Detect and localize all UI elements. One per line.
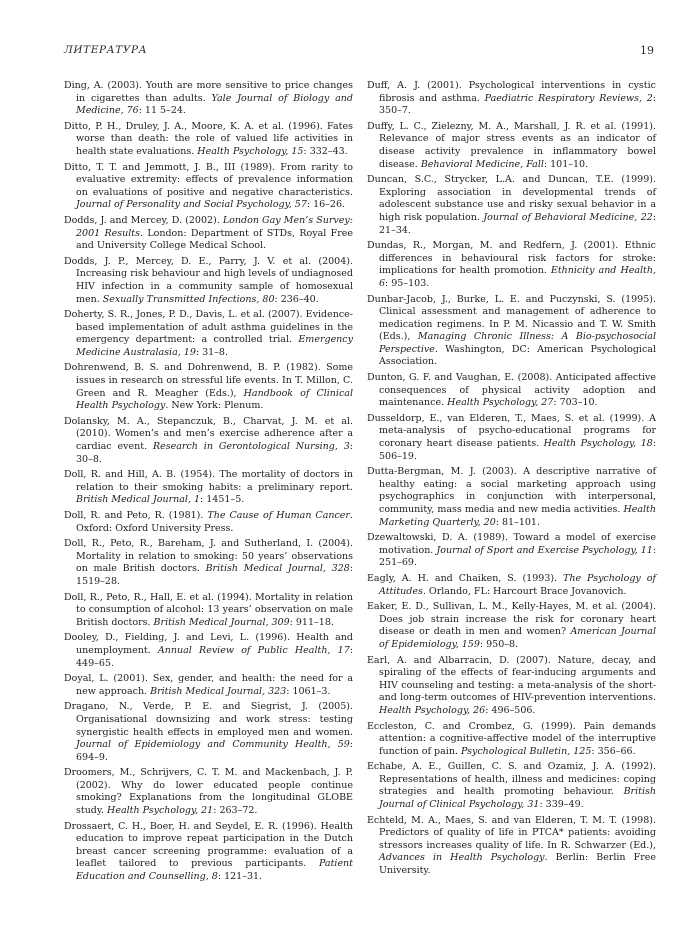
reference-text: . New York: Plenum. <box>165 400 264 412</box>
reference-entry <box>367 815 656 878</box>
reference-entry <box>64 162 353 212</box>
reference-entry <box>64 416 353 466</box>
reference-text: Drossaert, C. H., Boer, H. and Seydel, E. R. (1996). Health education to improve repeat participation in the Dutch breast cancer screening programme: evaluation of a leaflet tailored to previous participants. <box>64 820 353 870</box>
reference-text: Doll, R. and Hill, A. B. (1954). The mortality of doctors in relation to their smoking habits: a preliminary report. <box>64 469 353 493</box>
reference-source: Journal of Epidemiology and Community Health, 59 <box>76 739 350 751</box>
reference-text: Dolansky, M. A., Stepanczuk, B., Charvat, J. M. et al. (2010). Women’s and men’s exercise adherence after a cardiac event. <box>64 415 353 453</box>
reference-text: : 703–10. <box>553 397 598 409</box>
reference-text: : 506–19. <box>379 438 656 462</box>
reference-source: British Medical Journal, 309 <box>153 616 290 628</box>
reference-entry <box>367 573 656 598</box>
reference-text: : 21–34. <box>379 211 656 236</box>
reference-text: Doll, R., Peto, R., Bareham, J. and Sutherland, I. (2004). Mortality in relation to smoking: 50 years’ observations on male British doctors. <box>64 538 353 575</box>
reference-source: Yale Journal of Biology and Medicine, 76 <box>76 92 353 117</box>
reference-source: British Medical Journal, 1 <box>76 494 201 506</box>
reference-entry <box>64 309 353 359</box>
page-number: 19 <box>640 44 654 57</box>
reference-text: Dundas, R., Morgan, M. and Redfern, J. (2001). Ethnic differences in behavioural risk factors for stroke: implications for health promotion. <box>367 240 656 277</box>
reference-text: : 30–8. <box>76 441 353 465</box>
reference-entry <box>367 80 656 118</box>
reference-text: Echabe, A. E., Guillen, C. S. and Ozamiz, J. A. (1992). Representations of health, illness and medicines: coping strategies and health promoting behaviour. <box>367 761 656 798</box>
reference-text: Duff, A. J. (2001). Psychological interventions in cystic fibrosis and asthma. <box>367 80 656 104</box>
reference-entry <box>64 256 353 306</box>
reference-entry <box>367 532 656 570</box>
reference-entry <box>64 632 353 670</box>
reference-entry <box>64 215 353 253</box>
reference-text: : 911–18. <box>289 616 334 628</box>
reference-entry <box>367 121 656 171</box>
reference-source: Health Psychology, 21 <box>107 805 214 817</box>
reference-entry <box>64 538 353 588</box>
reference-source: Managing Chronic Illness: A Bio-psychosocial Perspective <box>379 331 656 355</box>
reference-text: Droomers, M., Schrijvers, C. T. M. and Mackenbach, J. P. (2002). Why do lower educated people continue smoking? Explanations from the longitudinal GLOBE study. <box>64 767 353 817</box>
reference-source: British Journal of Clinical Psychology, 31 <box>379 786 656 811</box>
reference-source: Sexually Transmitted Infections, 80 <box>102 293 275 305</box>
reference-source: The Cause of Human Cancer <box>207 510 350 521</box>
reference-source: Health Psychology, 26 <box>379 704 486 716</box>
reference-entry <box>64 592 353 630</box>
reference-text: : 332–43. <box>303 145 348 157</box>
reference-columns <box>64 80 656 890</box>
reference-text: Duncan, S.C., Strycker, L.A. and Duncan, T.E. (1999). Exploring association in developmental trends of adolescent substance use and risky sexual behavior in a high risk population. <box>367 174 656 223</box>
reference-text: : 449–65. <box>76 644 353 669</box>
reference-text: : 95–103. <box>385 277 430 289</box>
reference-text: Ditto, P. H., Druley, J. A., Moore, K. A. et al. (1996). Fates worse than death: the role of valued life activities in health state evaluations. <box>64 120 353 157</box>
reference-source: Health Psychology, 15 <box>197 145 304 157</box>
reference-source: Journal of Personality and Social Psychology, 57 <box>76 199 307 211</box>
reference-entry <box>367 721 656 759</box>
reference-entry <box>64 362 353 412</box>
reference-text: Dzewaltowski, D. A. (1989). Toward a model of exercise motivation. <box>367 532 656 556</box>
reference-entry <box>367 655 656 718</box>
reference-entry <box>367 466 656 529</box>
reference-entry <box>64 701 353 764</box>
reference-entry <box>64 80 353 118</box>
reference-source: British Medical Journal, 328 <box>205 563 350 575</box>
reference-entry <box>367 601 656 651</box>
reference-text: Duffy, L. C., Zielezny, M. A., Marshall, J. R. et al. (1991). Relevance of major stress events as an indicator of disease activity prevalence in inflammatory bowel disease. <box>367 120 656 170</box>
reference-text: . Berlin: Berlin Free University. <box>379 852 656 877</box>
reference-text: : 694–9. <box>76 739 353 763</box>
reference-source: Health Psychology, 18 <box>543 438 653 450</box>
reference-text: Eagly, A. H. and Chaiken, S. (1993). <box>367 572 564 584</box>
reference-source: Handbook of Clinical Health Psychology <box>76 387 353 412</box>
reference-text: : 350–7. <box>379 92 656 117</box>
reference-text: Doll, R., Peto, R., Hall, E. et al. (1994). Mortality in relation to consumption of alcohol: 13 years’ observation on male British doctors. <box>64 591 353 628</box>
reference-text: : 101–10. <box>543 158 589 170</box>
reference-text: Ditto, T. T. and Jemmott, J. B., III (1989). From rarity to evaluative extremity: effects of prevalence information on evaluations of positive and negative characteristics. <box>64 161 353 198</box>
reference-entry <box>64 767 353 817</box>
reference-text: Echteld, M. A., Maes, S. and van Elderen, T. M. T. (1998). Predictors of quality of life in PTCA* patients: avoiding stressors increases quality of life. In R. Schwarzer (Ed.), <box>367 814 656 851</box>
reference-text: Dunbar-Jacob, J., Burke, L. E. and Puczynski, S. (1995). Clinical assessment and management of adherence to medication regimens. In P. M. Nicassio and T. W. Smith (Eds.), <box>367 293 656 343</box>
reference-source: Emergency Medicine Australasia, 19 <box>76 334 353 358</box>
reference-source: Psychological Bulletin, 125 <box>460 745 592 757</box>
reference-entry <box>64 121 353 159</box>
reference-source: American Journal of Epidemiology, 159 <box>379 626 656 650</box>
reference-source: Paediatric Respiratory Reviews, 2 <box>484 92 653 104</box>
reference-entry <box>367 240 656 290</box>
reference-source: Health Psychology, 27 <box>447 397 554 409</box>
reference-column-left <box>64 80 353 890</box>
reference-text: . London: Department of STDs, Royal Free and University College Medical School. <box>76 227 353 252</box>
reference-text: Dunton, G. F. and Vaughan, E. (2008). Anticipated affective consequences of physical activity adoption and maintenance. <box>367 372 656 409</box>
reference-text: : 496–506. <box>485 704 536 716</box>
reference-entry <box>64 821 353 884</box>
reference-source: The Psychology of Attitudes <box>379 572 656 597</box>
reference-text: : 1061–3. <box>286 685 331 697</box>
reference-entry <box>367 294 656 370</box>
reference-source: Patient Education and Counselling, 8 <box>76 858 353 883</box>
reference-text: Dodds, J. and Mercey, D. (2002). <box>64 214 223 226</box>
reference-text: : 11 5–24. <box>138 105 186 117</box>
reference-text: : 251–69. <box>379 544 657 569</box>
reference-text: Dodds, J. P., Mercey, D. E., Parry, J. V. et al. (2004). Increasing risk behaviour and high levels of undiagnosed HIV infection in a community sample of homosexual men. <box>64 255 353 305</box>
reference-source: Journal of Behavioral Medicine, 22 <box>483 211 653 223</box>
reference-text: Eccleston, C. and Crombez, G. (1999). Pain demands attention: a cognitive-affective model of the interruptive function of pain. <box>367 720 656 757</box>
reference-text: : 236–40. <box>274 293 319 305</box>
reference-text: : 263–72. <box>213 805 258 817</box>
reference-source: Health Marketing Quarterly, 20 <box>379 504 656 528</box>
reference-source: Behavioral Medicine, Fall <box>420 158 544 170</box>
reference-text: Dragano, N., Verde, P. E. and Siegrist, J. (2005). Organisational downsizing and work stress: testing synergistic health effects in employed men and women. <box>64 701 353 738</box>
reference-text: Dutta-Bergman, M. J. (2003). A descriptive narrative of healthy eating: a social marketing approach using psychographics in conjunction with interpersonal, community, mass media and new media activities. <box>367 466 656 515</box>
reference-text: : 121–31. <box>217 871 263 883</box>
reference-text: Ding, A. (2003). Youth are more sensitive to price changes in cigarettes than adults. <box>64 80 353 104</box>
reference-entry <box>64 510 353 535</box>
reference-text: : 1519–28. <box>76 563 353 587</box>
reference-entry <box>367 761 656 811</box>
reference-column-right <box>367 80 656 890</box>
reference-text: Doherty, S. R., Jones, P. D., Davis, L. et al. (2007). Evidence-based implementation of adult asthma guidelines in the emergency department: a controlled trial. <box>64 309 353 346</box>
reference-text: : 950–8. <box>479 638 519 650</box>
reference-source: Journal of Sport and Exercise Psychology, 11 <box>436 544 653 556</box>
reference-source: London Gay Men’s Survey: 2001 Results <box>76 214 353 239</box>
reference-entry <box>367 413 656 463</box>
reference-text: : 339–49. <box>539 799 584 811</box>
reference-text: : 356–66. <box>591 745 636 757</box>
reference-source: Advances in Health Psychology <box>379 852 545 864</box>
reference-text: Dohrenwend, B. S. and Dohrenwend, B. P. (1982). Some issues in research on stressful life events. In T. Millon, C. Green and R. Meagher (Eds.), <box>64 362 353 399</box>
reference-text: Eaker, E. D., Sullivan, L. M., Kelly-Hayes, M. et al. (2004). Does job strain increase the risk for coronary heart disease or death in men and women? <box>367 601 656 638</box>
reference-text: Dooley, D., Fielding, J. and Levi, L. (1996). Health and unemployment. <box>64 632 353 656</box>
reference-text: Doll, R. and Peto, R. (1981). <box>64 510 208 521</box>
reference-source: Research in Gerontological Nursing, 3 <box>152 441 350 453</box>
reference-entry <box>64 673 353 698</box>
running-head: ЛИТЕРАТУРА <box>64 44 148 56</box>
reference-text: : 31–8. <box>195 346 228 358</box>
reference-text: Earl, A. and Albarracin, D. (2007). Nature, decay, and spiraling of the effects of fear-inducing arguments and HIV counseling and testing: a meta-analysis of the short- and long-term outcomes of HIV-prevention interventions. <box>367 654 656 704</box>
reference-text: . Washington, DC: American Psychological Association. <box>379 343 656 368</box>
reference-entry <box>64 469 353 507</box>
reference-text: : 16–26. <box>306 199 346 211</box>
reference-source: British Medical Journal, 323 <box>150 685 287 697</box>
reference-text: . Oxford: Oxford University Press. <box>76 510 354 534</box>
reference-text: Dusseldorp, E., van Elderen, T., Maes, S. et al. (1999). A meta-analysis of psycho-educational programs for coronary heart disease patients. <box>367 412 656 450</box>
reference-entry <box>367 174 656 237</box>
reference-text: : 81–101. <box>495 516 540 528</box>
reference-text: Doyal, L. (2001). Sex, gender, and health: the need for a new approach. <box>64 673 353 697</box>
reference-source: Ethnicity and Health, 6 <box>379 265 657 289</box>
reference-source: Annual Review of Public Health, 17 <box>157 644 350 656</box>
reference-entry <box>367 372 656 410</box>
reference-text: . Orlando, FL: Harcourt Brace Jovanovich. <box>422 585 627 597</box>
reference-text: : 1451–5. <box>200 494 245 506</box>
